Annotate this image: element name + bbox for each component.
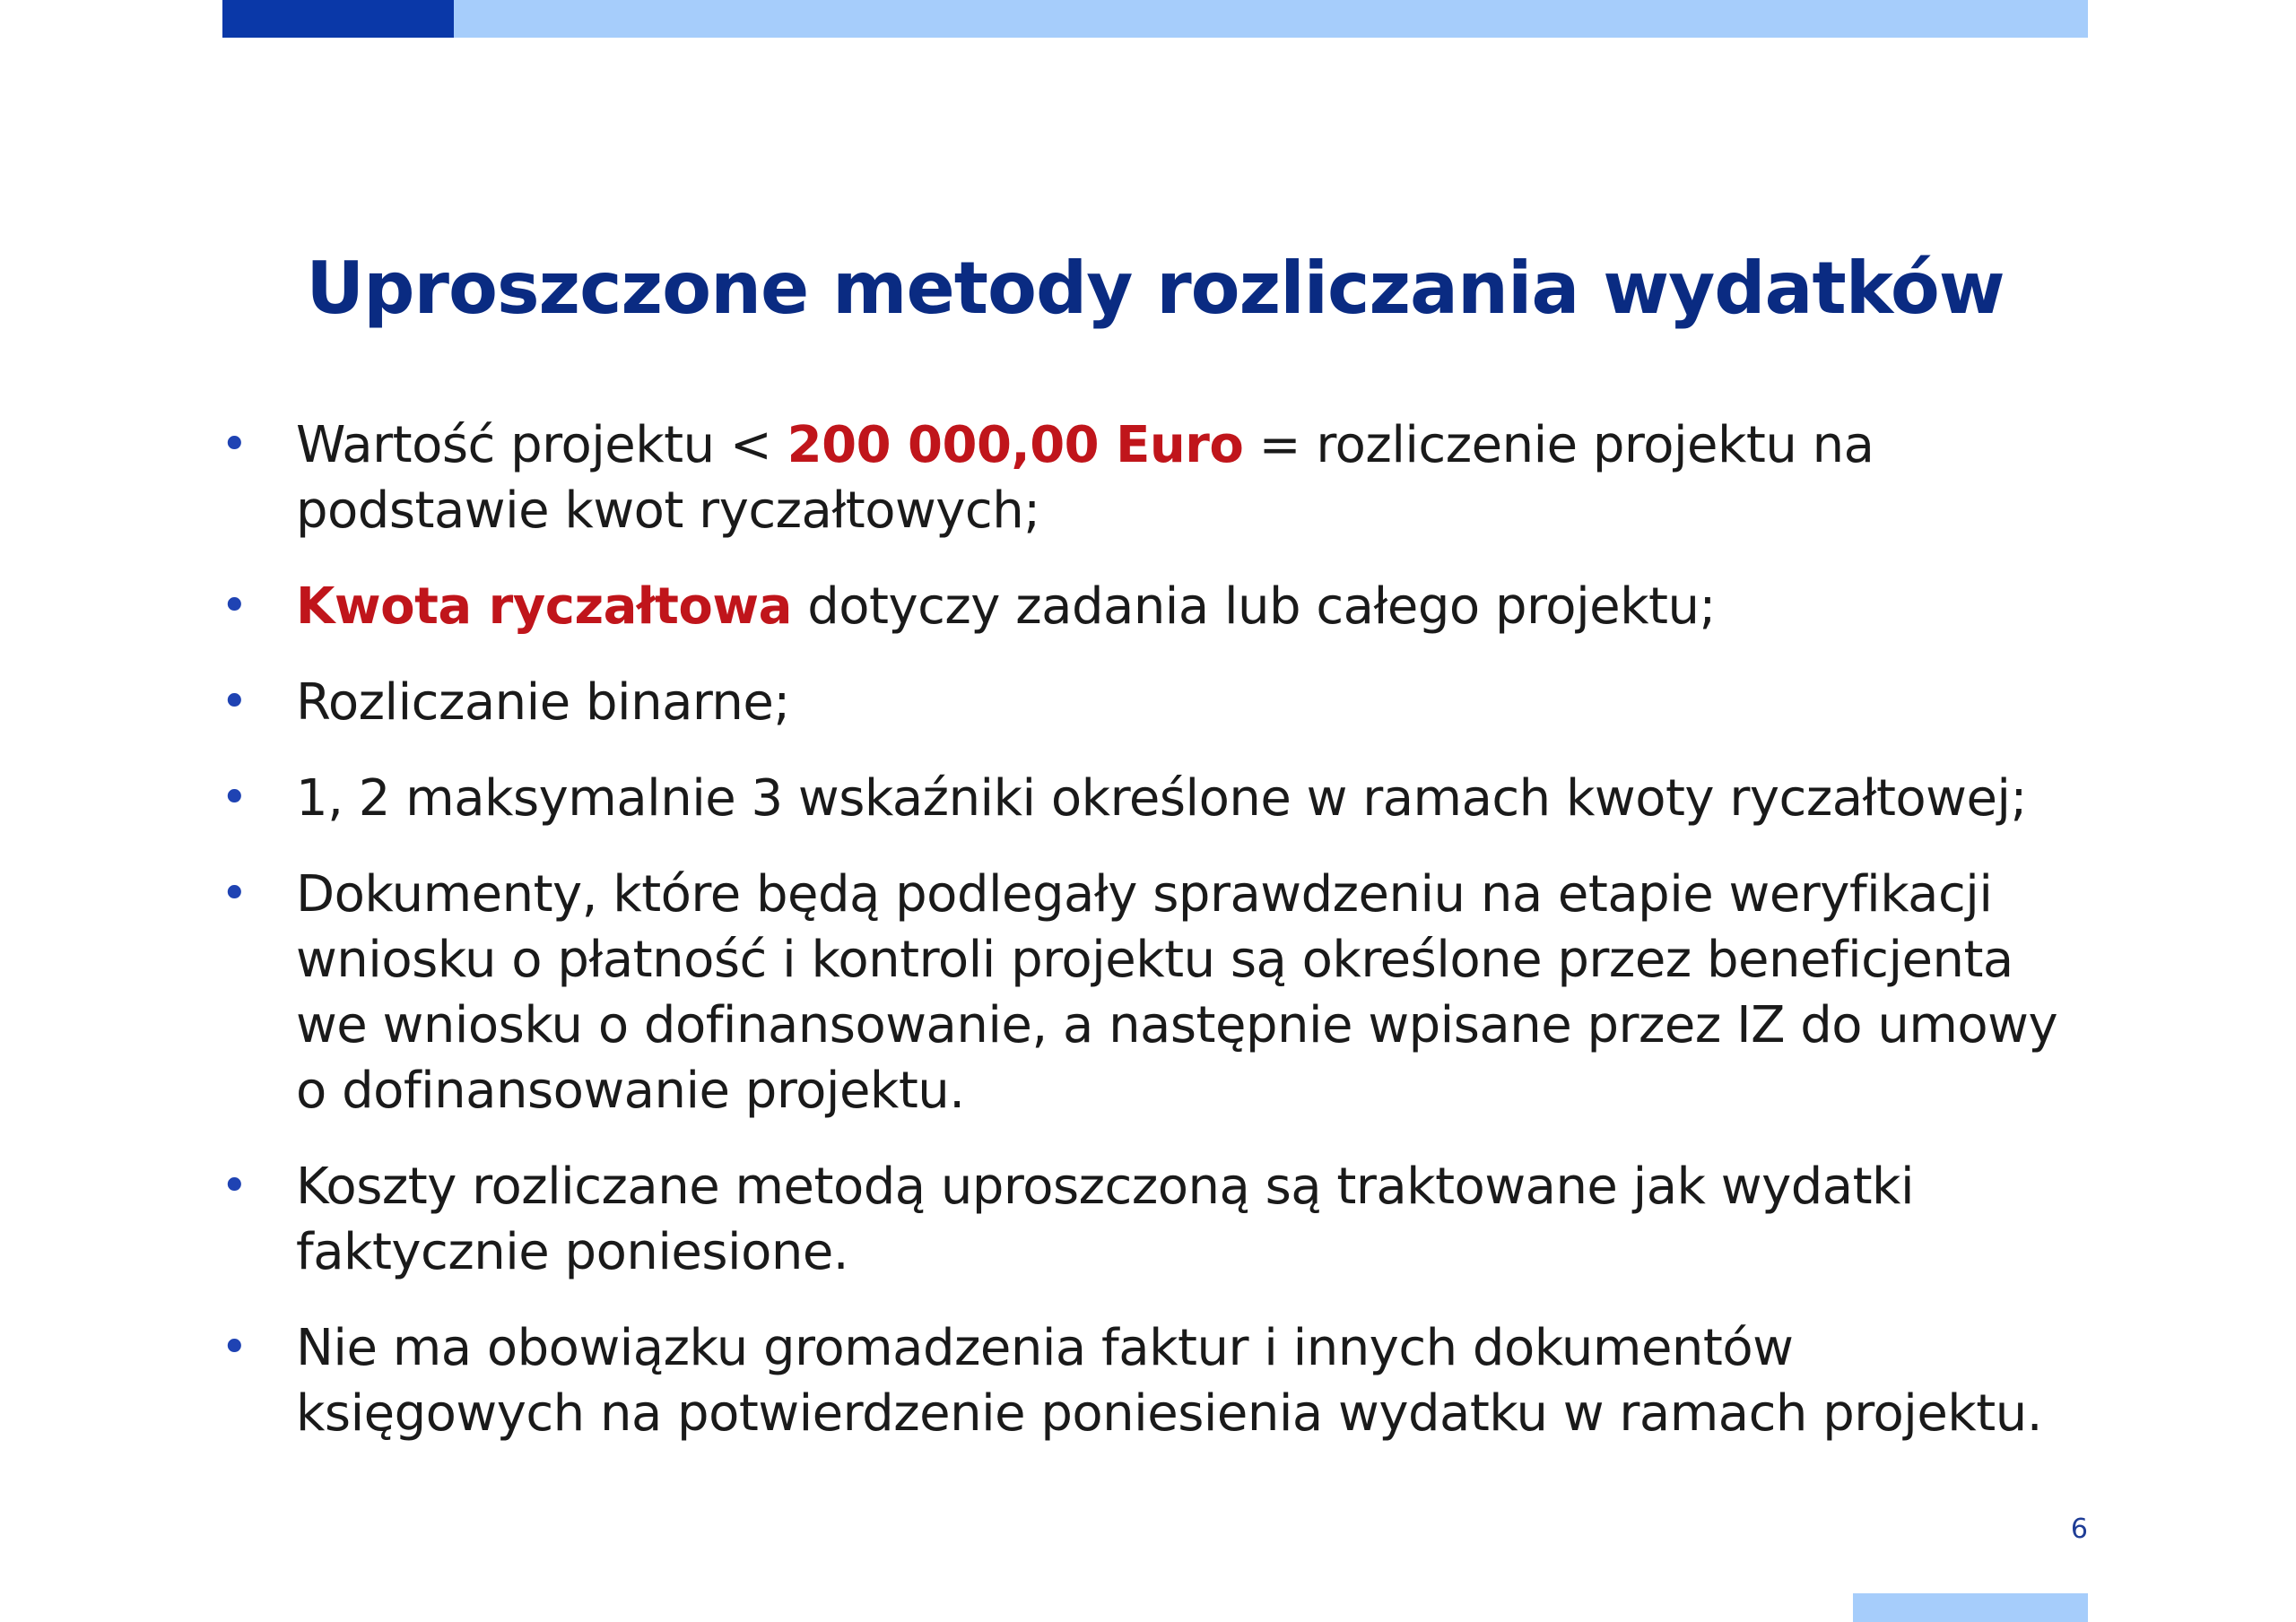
header-brand-block bbox=[222, 0, 454, 38]
bullet-icon: • bbox=[221, 1159, 248, 1213]
slide-title: Uproszczone metody rozliczania wydatków bbox=[306, 246, 2005, 330]
bullet-text: Koszty rozliczane metodą uproszczoną są traktowane jak wydatki faktycznie poniesione. bbox=[296, 1158, 1915, 1281]
header-accent-bar bbox=[222, 0, 2088, 38]
bullet-item-costs bbox=[221, 1154, 2095, 1285]
bullet-icon: • bbox=[221, 675, 248, 729]
bullet-text-highlight: 200 000,00 Euro bbox=[787, 416, 1244, 474]
bullet-icon: • bbox=[221, 579, 248, 633]
bullet-text: Rozliczanie binarne; bbox=[296, 673, 790, 732]
bullet-icon: • bbox=[221, 418, 248, 472]
bullet-item-documents bbox=[221, 862, 2095, 1123]
bullet-text: 1, 2 maksymalnie 3 wskaźniki określone w ramach kwoty ryczałtowej; bbox=[296, 769, 2027, 828]
bullet-text: Nie ma obowiązku gromadzenia faktur i innych dokumentów księgowych na potwierdzenie poniesienia wydatku w ramach projektu. bbox=[296, 1319, 2042, 1443]
bullet-text-prefix: Wartość projektu < bbox=[296, 416, 787, 474]
bullet-text: Dokumenty, które będą podlegały sprawdzeniu na etapie weryfikacji wniosku o płatność i kontroli projektu są określone przez beneficjenta we wniosku o dofinansowanie, a następnie wpisane przez IZ do umowy o dofinansowanie projektu. bbox=[296, 865, 2058, 1120]
bullet-text-highlight: Kwota ryczałtowa bbox=[296, 577, 792, 636]
bullet-text-suffix: dotyczy zadania lub całego projektu; bbox=[791, 577, 1716, 636]
bullet-icon: • bbox=[221, 771, 248, 825]
bullet-list bbox=[221, 412, 2095, 1477]
bullet-item-no-invoices bbox=[221, 1315, 2095, 1446]
page-number: 6 bbox=[2070, 1514, 2088, 1545]
bullet-item-project-value bbox=[221, 412, 2095, 543]
bullet-item-binary-settlement bbox=[221, 670, 2095, 735]
bullet-icon: • bbox=[221, 1321, 248, 1375]
bullet-item-indicators bbox=[221, 766, 2095, 831]
bullet-text-suffix: = rozliczenie projektu na podstawie kwot ryczałtowych; bbox=[296, 416, 1874, 540]
bullet-icon: • bbox=[221, 867, 248, 921]
footer-accent-bar bbox=[1853, 1593, 2088, 1622]
bullet-item-lump-sum bbox=[221, 574, 2095, 639]
